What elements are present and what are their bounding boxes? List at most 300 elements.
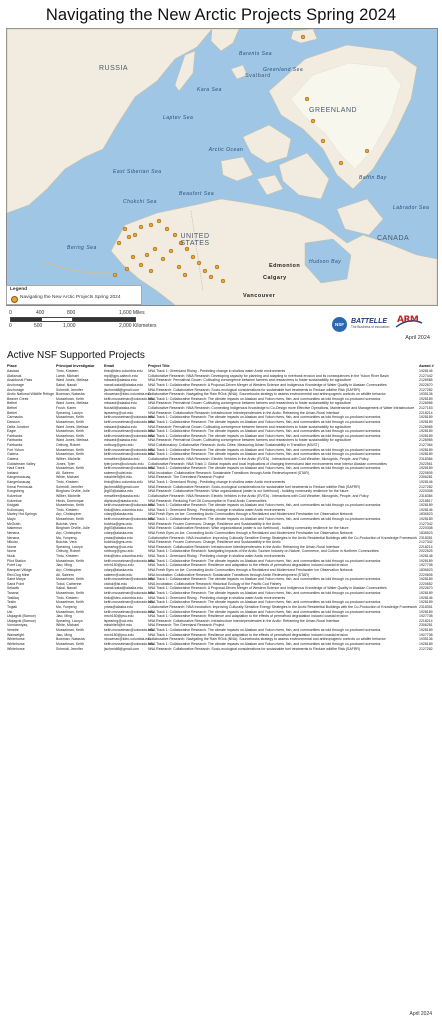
project-marker[interactable] bbox=[157, 219, 161, 223]
cell-award: 1927708 bbox=[419, 632, 433, 637]
cell-email[interactable]: mkward@alaska.edu bbox=[104, 401, 137, 406]
cell-email[interactable]: mrch150@psu.edu bbox=[104, 614, 134, 619]
cell-title: NNA Track 1: Collaborative Research: The climate impacts on Alaskan and Yukon rivers, fish, and communities as told through co-produced scenarios bbox=[148, 641, 381, 646]
cell-place: Utqiagvik (Barrow) bbox=[7, 614, 36, 619]
cell-place: Utqiagvik (Barrow) bbox=[7, 618, 36, 623]
cell-email[interactable]: ymas@alaska.edu bbox=[104, 535, 133, 540]
cell-award: 2306281 bbox=[419, 623, 433, 628]
cell-email[interactable]: nbowman@ldeo.columbia.edu bbox=[104, 637, 152, 642]
cell-place: Bethel bbox=[7, 401, 17, 406]
col-header-email: Email bbox=[104, 364, 115, 368]
cell-email[interactable]: jbg93@alaska.edu bbox=[104, 526, 134, 531]
map-label-canada: CANADA bbox=[377, 235, 410, 242]
cell-title: NNA Track 1: Collaborative Research: The climate impacts on Alaskan and Yukon rivers, fish, and communities as told through co-produced scenarios bbox=[148, 517, 381, 521]
cell-pi: White, Michael bbox=[56, 475, 79, 480]
cell-email[interactable]: saleem@udel.edu bbox=[104, 470, 133, 475]
cell-email[interactable]: keith.musselman@colorado.edu bbox=[104, 396, 155, 401]
cell-title: NNA Track 1: Collaborative Research: Navigating Impacts of the Arctic Tourism Industry on Nature, Commerce, and Culture in Northern Communities bbox=[148, 549, 379, 554]
cell-award: 2218214 bbox=[419, 618, 433, 623]
cell-award: 1928189 bbox=[419, 577, 433, 582]
cell-email[interactable]: keith.musselman@colorado.edu bbox=[104, 466, 155, 471]
cell-place: Bethel bbox=[7, 406, 17, 410]
cell-award: 2306281 bbox=[419, 475, 433, 480]
cell-title: NNA Track 1: Collaborative Research: A Proposal-Driven Merger of Western Science and Indigenous Knowledge of Water Quality in Alaskan Communities bbox=[148, 382, 387, 387]
cell-award: 1928189 bbox=[419, 517, 433, 521]
map-label-edmonton: Edmonton bbox=[269, 263, 301, 269]
map-label-svalbard: Svalbard bbox=[245, 73, 271, 79]
project-marker[interactable] bbox=[161, 257, 165, 261]
cell-email[interactable]: tinto@ldeo.columbia.edu bbox=[104, 554, 143, 558]
cell-award: 1928189 bbox=[419, 447, 433, 452]
cell-email[interactable]: keith.musselman@colorado.edu bbox=[104, 433, 155, 438]
cell-place: Fairbanks bbox=[7, 443, 23, 447]
project-marker[interactable] bbox=[197, 261, 201, 265]
cell-award: 2318384 bbox=[419, 456, 433, 461]
cell-award: 1928189 bbox=[419, 419, 433, 424]
cell-email[interactable]: cdarp@alaska.edu bbox=[104, 530, 134, 535]
cell-place: Kenai Peninsula bbox=[7, 484, 33, 489]
cell-email[interactable]: keith.musselman@colorado.edu bbox=[104, 429, 155, 434]
cell-pi: Ward Jones, Melissa bbox=[56, 401, 89, 406]
cell-email[interactable]: keith.musselman@colorado.edu bbox=[104, 577, 155, 582]
cell-place: Ust bbox=[7, 609, 13, 614]
cell-award: 1928189 bbox=[419, 429, 433, 434]
cell-award: 2127153 bbox=[419, 406, 433, 410]
cell-pi: Ali, Saleem bbox=[56, 572, 74, 577]
cell-award: 1928189 bbox=[419, 415, 433, 420]
scale-segment bbox=[10, 317, 43, 322]
cell-pi: Ward Jones, Melissa bbox=[56, 438, 89, 443]
cell-place: Anaktuvuk Pass bbox=[7, 378, 33, 383]
battelle-name: BATTELLE bbox=[351, 318, 388, 325]
cell-email[interactable]: nbowman@ldeo.columbia.edu bbox=[104, 392, 152, 397]
cell-place: Kullorsuaq bbox=[7, 507, 24, 512]
footer-date: April 2024 bbox=[409, 1011, 432, 1017]
cell-pi: Schmidt, Jennifer bbox=[56, 387, 84, 392]
map-label-labrador-sea: Labrador Sea bbox=[393, 205, 430, 211]
cell-title: NNA Track 1: Collaborative Research: A Proposal-Driven Merger of Western Science and Indigenous Knowledge of Water Quality in Alaskan Communities bbox=[148, 586, 387, 591]
cell-title: NNA Track 1: Collaborative Research: The climate impacts on Alaskan and Yukon rivers, fish, and communities as told through co-produced scenarios bbox=[148, 591, 381, 595]
cell-pi: Musselman, Keith bbox=[56, 396, 84, 401]
projects-table bbox=[7, 363, 435, 651]
project-marker[interactable] bbox=[117, 241, 121, 245]
cell-pi: Ma, Yunpeng bbox=[56, 535, 77, 540]
project-marker[interactable] bbox=[215, 265, 219, 269]
cell-place: Beaver Creek bbox=[7, 396, 29, 401]
project-marker[interactable] bbox=[127, 235, 131, 239]
cell-award: 1928146 bbox=[419, 595, 433, 600]
cell-award: 2218817 bbox=[419, 498, 433, 503]
cell-pi: Jiao, Ming bbox=[56, 563, 72, 568]
cell-pi: Musselman, Keith bbox=[56, 591, 84, 595]
cell-pi: Musselman, Keith bbox=[56, 452, 84, 457]
cell-title: NNA Track 1: Collaborative Research: The climate impacts on Alaskan and Yukon rivers, fish, and communities as told through co-produced scenarios bbox=[148, 433, 381, 438]
cell-pi: Jiao, Ming bbox=[56, 614, 72, 619]
legend-marker-icon bbox=[11, 296, 18, 303]
cell-place: Whitehorse bbox=[7, 637, 25, 642]
cell-email[interactable]: ctobol@lsi.edu bbox=[104, 581, 128, 586]
map-label-baffin-bay: Baffin Bay bbox=[359, 175, 387, 181]
map-label-calgary: Calgary bbox=[263, 275, 287, 281]
cell-email[interactable]: mrch150@psu.edu bbox=[104, 563, 134, 568]
legend-title: Legend bbox=[10, 287, 28, 292]
cell-place: Togiak bbox=[7, 604, 18, 609]
project-marker[interactable] bbox=[123, 227, 127, 231]
cell-pi: Arp, Christopher bbox=[56, 512, 82, 517]
cell-place: Fairbanks bbox=[7, 433, 23, 438]
cell-title: NNA Track 1: Collaborative Research: Resilience and adaptation to the effects of permafrost degradation induced coastal erosion bbox=[148, 563, 348, 568]
col-header-award: Award # bbox=[419, 364, 434, 368]
scale-km-2000: 2,000 Kilometers bbox=[119, 323, 157, 329]
cell-email[interactable]: tinto@ldeo.columbia.edu bbox=[104, 369, 143, 373]
cell-email[interactable]: saleem@udel.edu bbox=[104, 572, 133, 577]
cell-title: NNA Track 1: Collaborative Research: The climate impacts on Alaskan and Yukon rivers, fish, and communities as told through co-produced scenarios bbox=[148, 503, 381, 508]
cell-place: Eagle bbox=[7, 429, 16, 434]
cell-award: 1836523 bbox=[419, 567, 433, 572]
cell-title: NNA Research: Collaborative Research: Infrastructure Interdependencies in the Arctic: Reframing the Urban-Rural Interface bbox=[148, 410, 340, 415]
cell-place: Kongsberg bbox=[7, 489, 24, 494]
map-label-united-states: UNITED STATES bbox=[180, 233, 210, 247]
cell-place: Galena bbox=[7, 456, 19, 461]
project-marker[interactable] bbox=[113, 273, 117, 277]
cell-title: NNA Fresh Eyes on Ice: Connecting Arctic Communities through a Revitalized and Modernized Freshwater Ice Observation Network bbox=[148, 512, 353, 517]
cell-email[interactable]: fkcustill@alaska.edu bbox=[104, 406, 136, 410]
cell-pi: Musselman, Keith bbox=[56, 429, 84, 434]
table-row bbox=[7, 647, 435, 652]
cell-pi: Schmidt, Jennifer bbox=[56, 646, 84, 651]
project-marker[interactable] bbox=[301, 35, 305, 39]
cell-title: NNA Track 1: Collaborative Research: The climate impacts on Alaskan and Yukon rivers, fish, and communities as told through co-produced scenarios bbox=[148, 558, 381, 563]
cell-email[interactable]: bulchia@gmu.edu bbox=[104, 521, 133, 526]
cell-pi: Tinto, Kirsteen bbox=[56, 480, 79, 484]
section-heading: Active NSF Supported Projects bbox=[7, 350, 145, 361]
logo-date: April 2024 bbox=[405, 335, 430, 341]
cell-award: 2126965 bbox=[419, 378, 433, 383]
cell-email[interactable]: tinto@ldeo.columbia.edu bbox=[104, 480, 143, 484]
cell-email[interactable]: keith.musselman@colorado.edu bbox=[104, 628, 155, 632]
project-marker[interactable] bbox=[131, 255, 135, 259]
project-marker[interactable] bbox=[221, 279, 225, 283]
cell-place: Rampart Village bbox=[7, 567, 32, 572]
cell-email[interactable]: mmwilber@alaska.edu bbox=[104, 493, 140, 498]
cell-place: Kangerlussuaq bbox=[7, 475, 31, 480]
project-marker[interactable] bbox=[305, 97, 309, 101]
project-marker[interactable] bbox=[339, 161, 343, 165]
cell-award: 1928189 bbox=[419, 396, 433, 401]
cell-place: McGrath bbox=[7, 521, 21, 526]
cell-place: Selawik bbox=[7, 586, 20, 591]
project-marker[interactable] bbox=[149, 223, 153, 227]
cell-award: 2022525 bbox=[419, 549, 433, 554]
cell-award: 1928189 bbox=[419, 503, 433, 508]
cell-award: 2022561 bbox=[419, 461, 433, 466]
cell-pi: White, Michael bbox=[56, 623, 79, 628]
cell-award: 2318351 bbox=[419, 604, 433, 609]
cell-email[interactable]: cdarp@alaska.edu bbox=[104, 512, 134, 517]
scale-segment bbox=[41, 317, 74, 322]
cell-email[interactable]: jbg93@alaska.edu bbox=[104, 489, 134, 494]
cell-pi: Sakai, Nanali bbox=[56, 382, 77, 387]
cell-email[interactable]: lspearing@uci.edu bbox=[104, 618, 134, 623]
cell-pi: Tobol, Catherine bbox=[56, 581, 82, 586]
cell-pi: Bingham Orville, Julie bbox=[56, 526, 90, 531]
cell-pi: Ma, Yunpeng bbox=[56, 604, 77, 609]
cell-award: 1928189 bbox=[419, 641, 433, 646]
cell-title: NNA Research: Collaborative Research: Socio-ecological considerations for sustainable fuel treatments to Reduce wildfire Risk (SAFRR) bbox=[148, 646, 361, 651]
cell-email[interactable]: keith.musselman@colorado.edu bbox=[104, 609, 155, 614]
cell-pi: Spearing, Lauryn bbox=[56, 544, 83, 549]
cell-email[interactable]: dlphinds@alaska.edu bbox=[104, 498, 138, 503]
cell-title: Collaborative Research: NNA Research: Electric Vehicles in the Arctic (EVITA) - Interactions with Cold Weather, Microgrids, People, and Policy bbox=[148, 493, 369, 498]
cell-email[interactable]: keith.musselman@colorado.edu bbox=[104, 419, 155, 424]
cell-award: 2318384 bbox=[419, 493, 433, 498]
cell-email[interactable]: keith.musselman@colorado.edu bbox=[104, 600, 155, 605]
project-marker[interactable] bbox=[133, 233, 137, 237]
cell-email[interactable]: mkward@alaska.edu bbox=[104, 424, 137, 429]
cell-pi: Jiao, Ming bbox=[56, 632, 72, 637]
nsf-logo: NSF bbox=[332, 317, 347, 332]
cell-place: Anchorage bbox=[7, 382, 24, 387]
map-label-beaufort-sea: Beaufort Sea bbox=[179, 191, 215, 197]
cell-place: Nenana bbox=[7, 530, 20, 535]
map-label-arctic-ocean: Arctic Ocean bbox=[208, 147, 244, 153]
cell-award: 1928189 bbox=[419, 591, 433, 595]
project-marker[interactable] bbox=[185, 247, 189, 251]
cell-email[interactable]: nanali.sakai@alaska.edu bbox=[104, 382, 143, 387]
cell-pi: Wilber, Michelle bbox=[56, 493, 81, 498]
cell-pi: Musselman, Keith bbox=[56, 641, 84, 646]
cell-email[interactable]: ymas@alaska.edu bbox=[104, 604, 133, 609]
table-body bbox=[7, 369, 435, 651]
cell-title: NNA Track 1: Greenland Rising - Predicting change in shallow water Arctic environments bbox=[148, 595, 286, 600]
cell-place: Teslin bbox=[7, 600, 16, 605]
cell-place: Galena bbox=[7, 452, 19, 457]
page-title: Navigating the New Arctic Projects Spring 2024 bbox=[45, 6, 397, 24]
map-label-greenland-sea: Greenland Sea bbox=[263, 67, 304, 73]
cell-title: NNA Research: Frozen Commons: Change, Resilience and Sustainability in the Arctic bbox=[148, 521, 281, 526]
map-legend bbox=[6, 285, 142, 305]
cell-place: Fairbanks bbox=[7, 438, 23, 443]
cell-email[interactable]: mkwhite5@rit.edu bbox=[104, 475, 133, 480]
project-marker[interactable] bbox=[311, 119, 315, 123]
cell-place: Red Dog Mine bbox=[7, 572, 30, 577]
cell-pi: Musselman, Keith bbox=[56, 628, 84, 632]
cell-pi: Jones, Tyler bbox=[56, 461, 75, 466]
cell-place: Wainwright bbox=[7, 632, 25, 637]
cell-email[interactable]: mkward@alaska.edu bbox=[104, 438, 137, 443]
cell-award: 1928146 bbox=[419, 369, 433, 373]
cell-award: 2127342 bbox=[419, 521, 433, 526]
cell-pi: Frush, Karen bbox=[56, 406, 77, 410]
cell-pi: Ward Jones, Melissa bbox=[56, 424, 89, 429]
cell-place: Nikolai bbox=[7, 540, 18, 545]
cell-email[interactable]: cdarp@alaska.edu bbox=[104, 567, 134, 572]
cell-email[interactable]: keith.musselman@colorado.edu bbox=[104, 447, 155, 452]
project-marker[interactable] bbox=[365, 149, 369, 153]
cell-title: NNA Research: Permafrost Grown: Cultivating convergence between farmers and researchers to foster sustainability for agriculture bbox=[148, 424, 352, 429]
cell-email[interactable]: keith.musselman@colorado.edu bbox=[104, 591, 155, 595]
project-marker[interactable] bbox=[149, 269, 153, 273]
cell-pi: Bowman, Natasha bbox=[56, 392, 85, 397]
map-label-hudson-bay: Hudson Bay bbox=[309, 259, 342, 265]
cell-place: Sand Point bbox=[7, 581, 25, 586]
cell-award: 2127282 bbox=[419, 387, 433, 392]
project-marker[interactable] bbox=[125, 267, 129, 271]
project-marker[interactable] bbox=[169, 249, 173, 253]
cell-award: 1935136 bbox=[419, 637, 433, 642]
cell-title: NNA Track 1: Collaborative Research: The climate impacts on Alaskan and Yukon rivers, fish, and communities as told through co-produced scenarios bbox=[148, 429, 381, 434]
battelle-logo bbox=[351, 318, 389, 329]
cell-place: Aasiaat bbox=[7, 369, 19, 373]
project-marker[interactable] bbox=[145, 253, 149, 257]
cell-pi: Tinto, Kirsteen bbox=[56, 554, 79, 558]
cell-place: Mayo bbox=[7, 517, 16, 521]
cell-title: NNA Research: Collaborative Research: Infrastructure Interdependencies in the Arctic: Reframing the Urban-Rural Interface bbox=[148, 618, 340, 623]
project-marker[interactable] bbox=[139, 225, 143, 229]
arctic-map[interactable] bbox=[6, 28, 438, 306]
cell-email[interactable]: lspearing@uci.edu bbox=[104, 410, 134, 415]
cell-email[interactable]: jischmidt8@gmail.com bbox=[104, 387, 140, 392]
cell-place: Venetie bbox=[7, 628, 19, 632]
cell-place: Kwigiak bbox=[7, 503, 20, 508]
cell-title: NNA Fresh Eyes on Ice: Connecting Arctic Communities through a Revitalized and Modernized Freshwater Ice Observation Network bbox=[148, 530, 353, 535]
cell-email[interactable]: tyler.jones@colorado.edu bbox=[104, 461, 144, 466]
cell-email[interactable]: mkwhite5@rit.edu bbox=[104, 623, 133, 628]
cell-title: NNA Incubation: Collaborative Research: Sustainable Transitions through Arctic Redevelopment (STAR) bbox=[148, 572, 310, 577]
cell-email[interactable]: lspearing@uci.edu bbox=[104, 544, 134, 549]
cell-award: 1928189 bbox=[419, 452, 433, 457]
project-marker[interactable] bbox=[203, 269, 207, 273]
cell-email[interactable]: keith.musselman@colorado.edu bbox=[104, 641, 155, 646]
cell-title: NNA Research: The Greenland Research Project bbox=[148, 623, 225, 628]
cell-pi: Spearing, Lauryn bbox=[56, 410, 83, 415]
project-marker[interactable] bbox=[177, 265, 181, 269]
scale-miles-0: 0 bbox=[9, 310, 12, 316]
cell-award: 1928189 bbox=[419, 628, 433, 632]
cell-pi: Musselman, Keith bbox=[56, 415, 84, 420]
cell-pi: Musselman, Keith bbox=[56, 600, 84, 605]
cell-pi: Ortburg, Robert bbox=[56, 549, 81, 554]
col-header-pi: Principal Investigator bbox=[56, 364, 95, 368]
cell-pi: Tinto, Kirsteen bbox=[56, 507, 79, 512]
cell-award: 2126965 bbox=[419, 424, 433, 429]
cell-title: NNA Fresh Eyes on Ice: Connecting Arctic Communities through a Revitalized and Modernized Freshwater Ice Observation Network bbox=[148, 567, 353, 572]
scale-segment bbox=[72, 317, 136, 322]
cell-email[interactable]: keith.musselman@colorado.edu bbox=[104, 503, 155, 508]
map-label-barents-sea: Barents Sea bbox=[239, 51, 273, 57]
cell-place: Kangerlussuaq bbox=[7, 480, 31, 484]
cell-title: NNA Track 1: Greenland Rising - Predicting change in shallow water Arctic environments bbox=[148, 554, 286, 558]
cell-title: NNA Research: Collaborative Research: Wise organizational (water is our livelihood) - building community resilience for the future bbox=[148, 526, 349, 531]
cell-email[interactable]: nanali.sakai@alaska.edu bbox=[104, 586, 143, 591]
cell-title: NNA Research: Permafrost Grown: Cultivating convergence between farmers and researchers to foster sustainability for agriculture bbox=[148, 401, 352, 406]
project-marker[interactable] bbox=[153, 247, 157, 251]
project-marker[interactable] bbox=[183, 273, 187, 277]
cell-place: Whitehorse bbox=[7, 641, 25, 646]
cell-pi: Tinto, Kirsteen bbox=[56, 595, 79, 600]
cell-award: 2127282 bbox=[419, 646, 433, 651]
cell-email[interactable]: tinto@ldeo.columbia.edu bbox=[104, 595, 143, 600]
cell-place: Dawson bbox=[7, 419, 20, 424]
cell-email[interactable]: keith.musselman@colorado.edu bbox=[104, 452, 155, 457]
project-marker[interactable] bbox=[191, 255, 195, 259]
cell-email[interactable]: keith.musselman@colorado.edu bbox=[104, 558, 155, 563]
cell-award: 1928146 bbox=[419, 507, 433, 512]
cell-title: NNA Research: Permafrost Grown: Cultivating convergence between farmers and researchers to foster sustainability for agriculture bbox=[148, 438, 352, 443]
cell-email[interactable]: mmwilber@alaska.edu bbox=[104, 456, 140, 461]
cell-place: Nuuk bbox=[7, 554, 16, 558]
cell-title: NNA Track 1: Greenland Rising - Predicting change in shallow water Arctic environments bbox=[148, 507, 286, 512]
cell-pi: Bowman, Natasha bbox=[56, 637, 85, 642]
cell-award: 1928146 bbox=[419, 480, 433, 484]
project-marker[interactable] bbox=[165, 227, 169, 231]
cell-pi: Musselman, Keith bbox=[56, 609, 84, 614]
cell-email[interactable]: mpl@gps.caltech.edu bbox=[104, 373, 138, 378]
cell-title: Collaborative Research: NNA Track 1: Global impacts and local implications of changing thermokarst lake environments near Interior Alaskan communities bbox=[148, 461, 387, 466]
map-label-east-siberian-sea: East Siberian Sea bbox=[113, 169, 162, 175]
cell-title: NNA Track 1: Collaborative Research: The climate impacts on Alaskan and Yukon rivers, fish, and communities as told through co-produced scenarios bbox=[148, 466, 381, 471]
cell-email[interactable]: keith.musselman@colorado.edu bbox=[104, 415, 155, 420]
cell-award: 2218214 bbox=[419, 544, 433, 549]
cell-award: 2220308 bbox=[419, 489, 433, 494]
cell-pi: Tinto, Kirsteen bbox=[56, 369, 79, 373]
project-marker[interactable] bbox=[321, 139, 325, 143]
cell-place: Bethel bbox=[7, 410, 17, 415]
cell-place: Tasiilaq bbox=[7, 595, 19, 600]
cell-award: 2220605 bbox=[419, 572, 433, 577]
cell-email[interactable]: mkward@alaska.edu bbox=[104, 378, 137, 383]
project-marker[interactable] bbox=[139, 263, 143, 267]
cell-place: Saint Marys bbox=[7, 577, 26, 582]
scale-km-0: 0 bbox=[9, 323, 12, 329]
cell-award: 2220652 bbox=[419, 581, 433, 586]
cell-title: NNA Track 1: Collaborative Research: The climate impacts on Alaskan and Yukon rivers, fish, and communities as told through co-produced scenarios bbox=[148, 609, 381, 614]
cell-award: 2127364 bbox=[419, 443, 433, 447]
cell-title: NNA Incubation: Collaborative Research: Sustainable Transitions through Arctic Redevelopment (STAR) bbox=[148, 470, 310, 475]
cell-pi: Spearing, Lauryn bbox=[56, 618, 83, 623]
cell-title: NNA Collaboratory: Collaborative Research: Arctic Cities: Measuring Urban Sustainability in Transition (MUST) bbox=[148, 443, 319, 447]
cell-place: Whitehorse bbox=[7, 646, 25, 651]
cell-email[interactable]: jischmidt8@gmail.com bbox=[104, 484, 140, 489]
cell-award: 2022670 bbox=[419, 382, 433, 387]
arm-wordmark: ARM bbox=[397, 315, 419, 325]
cell-place: Arctic National Wildlife Refuge bbox=[7, 392, 55, 397]
project-marker[interactable] bbox=[209, 275, 213, 279]
cell-email[interactable]: jischmidt8@gmail.com bbox=[104, 646, 140, 651]
cell-email[interactable]: mrch150@psu.edu bbox=[104, 632, 134, 637]
cell-email[interactable]: rortburg@gmu.edu bbox=[104, 443, 134, 447]
cell-email[interactable]: tinto@ldeo.columbia.edu bbox=[104, 507, 143, 512]
cell-title: NNA Track 1: Collaborative Research: The climate impacts on Alaskan and Yukon rivers, fish, and communities as told through co-produced scenarios bbox=[148, 447, 381, 452]
cell-title: Collaborative Research: NNA Research: Connecting Indigenous Knowledge to Co-Design more Effective Operations, Maintenance and Management of Water Infrastructure bbox=[148, 406, 415, 410]
cell-title: NNA Track 1: Collaborative Research: The climate impacts on Alaskan and Yukon rivers, fish, and communities as told through co-produced scenarios bbox=[148, 415, 381, 420]
scale-km-500: 500 bbox=[34, 323, 43, 329]
cell-pi: Musselman, Keith bbox=[56, 577, 84, 582]
cell-title: NNA Research: Collaborative Research: Socio-ecological considerations for sustainable fuel treatments to Reduce wildfire Risk (SAFRR) bbox=[148, 484, 361, 489]
cell-award: 1928189 bbox=[419, 558, 433, 563]
cell-award: 2220308 bbox=[419, 526, 433, 531]
map-label-vancouver: Vancouver bbox=[243, 293, 276, 299]
scale-miles-1600: 1,600 Miles bbox=[119, 310, 145, 316]
cell-title: NNA Research: Reducing Fuel Oil Consumption in Rural Arctic Communities bbox=[148, 498, 267, 503]
cell-email[interactable]: bulchia@gmu.edu bbox=[104, 540, 133, 545]
cell-email[interactable]: rortburg@gmu.edu bbox=[104, 549, 134, 554]
cell-pi: Sakai, Nanali bbox=[56, 586, 77, 591]
cell-title: Collaborative Research: NNA Research: Electric Vehicles in the Arctic (EVITA) - Interactions with Cold Weather, Microgrids, People, and Policy bbox=[148, 456, 369, 461]
cell-award: 2127282 bbox=[419, 484, 433, 489]
col-header-place: Place bbox=[7, 364, 17, 368]
cell-email[interactable]: keith.musselman@colorado.edu bbox=[104, 517, 155, 521]
